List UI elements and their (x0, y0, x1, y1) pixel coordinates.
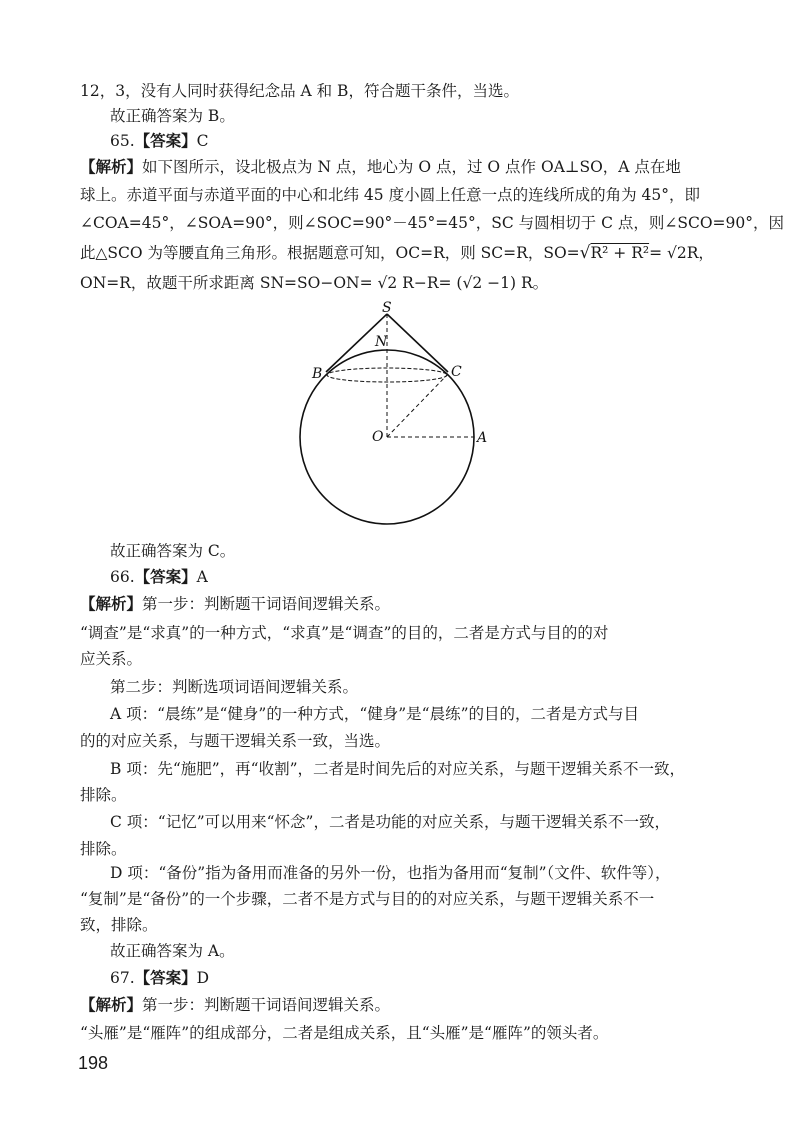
text-line: B 项：先“施肥”，再“收割”，二者是时间先后的对应关系，与题干逻辑关系不一致， (110, 760, 686, 778)
radius-oc (387, 374, 448, 437)
text-line: 第二步：判断选项词语间逻辑关系。 (110, 678, 359, 696)
page-number: 198 (78, 1053, 109, 1073)
text-line: 的的对应关系，与题干逻辑关系一致，当选。 (80, 732, 391, 750)
text-line: A 项：“晨练”是“健身”的一种方式，“健身”是“晨练”的目的，二者是方式与目 (110, 705, 640, 723)
label-o: O (372, 429, 384, 445)
text-line: 【解析】第一步：判断题干词语间逻辑关系。 (80, 595, 391, 613)
label-n: N (375, 334, 388, 350)
text-line: 应关系。 (80, 650, 143, 668)
text-line: 故正确答案为 C。 (110, 542, 236, 560)
answer-heading-67: 67.【答案】D (110, 969, 210, 987)
sphere-diagram (290, 300, 510, 540)
text-line: 此△SCO 为等腰直角三角形。根据题意可知，OC=R，则 SC=R，SO=√R² + R²= √2R， (80, 243, 714, 263)
text-line: “调查”是“求真”的一种方式，“求真”是“调查”的目的，二者是方式与目的的对 (80, 624, 609, 642)
text-line: 排除。 (80, 786, 127, 804)
text-line: 故正确答案为 B。 (110, 107, 235, 125)
answer-heading-66: 66.【答案】A (110, 568, 208, 586)
text-line: ∠COA=45°，∠SOA=90°，则∠SOC=90°－45°=45°，SC 与圆相切于 C 点，则∠SCO=90°，因 (80, 214, 784, 232)
label-c: C (451, 364, 462, 380)
text-line: C 项：“记忆”可以用来“怀念”，二者是功能的对应关系，与题干逻辑关系不一致， (110, 813, 670, 831)
text-line: ON=R，故题干所求距离 SN=SO−ON= √2 R−R= (√2 −1) R。 (80, 274, 549, 292)
text-line: 致，排除。 (80, 916, 158, 934)
text-line: 球上。赤道平面与赤道平面的中心和北纬 45 度小圆上任意一点的连线所成的角为 45°，即 (80, 186, 700, 204)
text-line: 故正确答案为 A。 (110, 942, 235, 960)
text-line: 【解析】第一步：判断题干词语间逻辑关系。 (80, 996, 391, 1014)
text-line: 排除。 (80, 840, 127, 858)
text-line: D 项：“备份”指为备用而准备的另外一份，也指为备用而“复制”（文件、软件等）， (110, 864, 671, 882)
tangent-sc (387, 314, 448, 372)
text-line: 12，3，没有人同时获得纪念品 A 和 B，符合题干条件，当选。 (80, 82, 519, 100)
text-line: 【解析】如下图所示，设北极点为 N 点，地心为 O 点，过 O 点作 OA⊥SO，A 点在地 (80, 158, 681, 176)
text-line: “头雁”是“雁阵”的组成部分，二者是组成关系，且“头雁”是“雁阵”的领头者。 (80, 1024, 609, 1042)
answer-heading-65: 65.【答案】C (110, 132, 209, 150)
label-s: S (382, 300, 392, 316)
text-line: “复制”是“备份”的一个步骤，二者不是方式与目的的对应关系，与题干逻辑关系不一 (80, 890, 655, 908)
label-a: A (477, 430, 488, 446)
label-b: B (312, 366, 323, 382)
